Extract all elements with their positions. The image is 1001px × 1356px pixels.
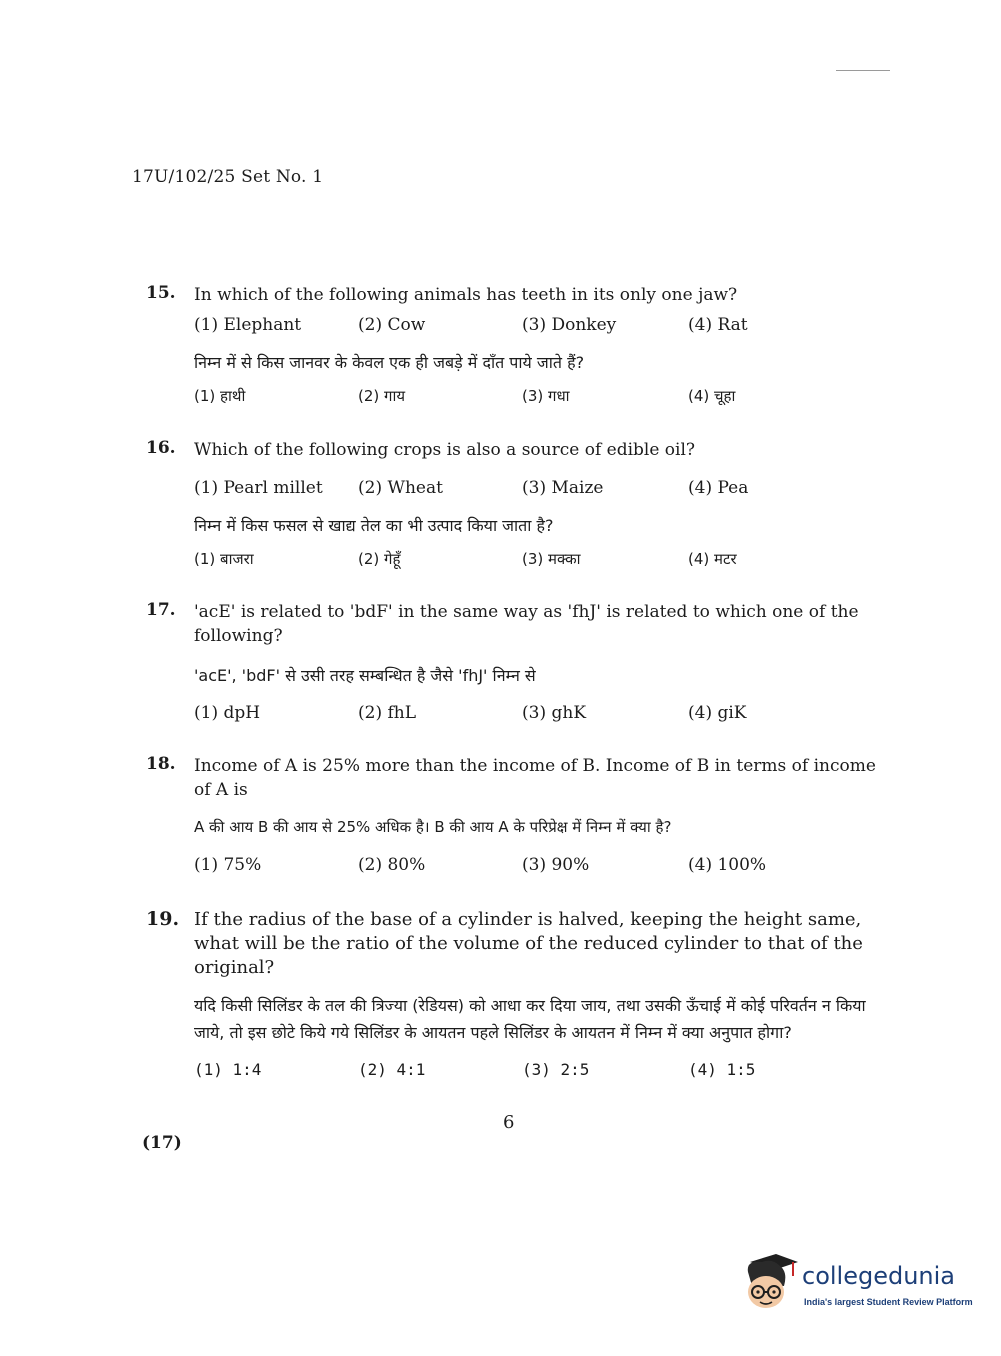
question-17 bbox=[146, 600, 876, 731]
option-4: (4) 100% bbox=[688, 855, 767, 875]
options-hi bbox=[194, 386, 876, 414]
options-en bbox=[194, 1060, 876, 1088]
top-rule bbox=[836, 70, 890, 71]
option-2-hi: (2) गाय bbox=[358, 387, 406, 405]
option-1-hi: (1) बाजरा bbox=[194, 550, 254, 568]
option-3: (3) Maize bbox=[522, 478, 604, 498]
question-number: 18. bbox=[146, 754, 176, 774]
question-text-hi: 'acE', 'bdF' से उसी तरह सम्बन्धित है जैसे 'fhJ' निम्न से bbox=[194, 666, 536, 685]
option-2-hi: (2) गेहूँ bbox=[358, 550, 401, 568]
option-3-hi: (3) गधा bbox=[522, 387, 570, 405]
option-2: (2) 80% bbox=[358, 855, 426, 875]
option-2: (2) fhL bbox=[358, 703, 417, 723]
option-4-hi: (4) चूहा bbox=[688, 387, 736, 405]
question-text-hi: निम्न में किस फसल से खाद्य तेल का भी उत्पाद किया जाता है? bbox=[194, 516, 554, 535]
options-en bbox=[194, 703, 876, 731]
collegedunia-logo bbox=[742, 1250, 972, 1320]
collegedunia-mascot-icon bbox=[742, 1252, 800, 1312]
option-3: (3) 2:5 bbox=[522, 1060, 590, 1079]
option-3: (3) 90% bbox=[522, 855, 590, 875]
option-3: (3) ghK bbox=[522, 703, 587, 723]
question-number: 15. bbox=[146, 283, 176, 303]
question-text-hi: निम्न में से किस जानवर के केवल एक ही जबड़े में दाँत पाये जाते हैं? bbox=[194, 353, 585, 372]
question-19 bbox=[146, 908, 876, 1088]
question-text-en: Income of A is 25% more than the income of B. Income of B in terms of income of A is bbox=[194, 756, 876, 800]
options-en bbox=[194, 855, 876, 883]
page-number: 6 bbox=[503, 1112, 515, 1133]
option-1: (1) 1:4 bbox=[194, 1060, 262, 1079]
option-1: (1) 75% bbox=[194, 855, 262, 875]
footer-code: (17) bbox=[142, 1133, 182, 1153]
question-text-en: If the radius of the base of a cylinder is halved, keeping the height same, what will be the ratio of the volume of the reduced cylinder to that of the original? bbox=[194, 909, 863, 978]
option-4: (4) 1:5 bbox=[688, 1060, 756, 1079]
option-4: (4) Rat bbox=[688, 315, 748, 335]
option-4: (4) Pea bbox=[688, 478, 749, 498]
option-2: (2) Cow bbox=[358, 315, 426, 335]
options-en bbox=[194, 478, 876, 506]
option-1: (1) dpH bbox=[194, 703, 261, 723]
option-3: (3) Donkey bbox=[522, 315, 617, 335]
option-1: (1) Elephant bbox=[194, 315, 302, 335]
question-text-en: In which of the following animals has teeth in its only one jaw? bbox=[194, 285, 738, 305]
options-hi bbox=[194, 549, 876, 577]
question-text-hi: A की आय B की आय से 25% अधिक है। B की आय A के परिप्रेक्ष में निम्न में क्या है? bbox=[194, 818, 672, 836]
paper-header: 17U/102/25 Set No. 1 bbox=[132, 167, 324, 187]
option-4: (4) giK bbox=[688, 703, 747, 723]
option-2: (2) Wheat bbox=[358, 478, 443, 498]
question-text-hi: यदि किसी सिलिंडर के तल की त्रिज्या (रेडियस) को आधा कर दिया जाय, तथा उसकी ऊँचाई में कोई परिवर्तन न किया जाये, तो इस छोटे किये गये सिलिंडर के आयतन पहले सिलिंडर के आयतन में निम्न में क्या अनुपात होगा? bbox=[194, 996, 866, 1042]
option-1: (1) Pearl millet bbox=[194, 478, 323, 498]
option-2: (2) 4:1 bbox=[358, 1060, 426, 1079]
option-3-hi: (3) मक्का bbox=[522, 550, 581, 568]
question-text-en: 'acE' is related to 'bdF' in the same way as 'fhJ' is related to which one of the following? bbox=[194, 602, 859, 646]
question-15 bbox=[146, 283, 876, 414]
option-4-hi: (4) मटर bbox=[688, 550, 737, 568]
question-number: 16. bbox=[146, 438, 176, 458]
question-number: 17. bbox=[146, 600, 176, 620]
question-text-en: Which of the following crops is also a source of edible oil? bbox=[194, 440, 696, 460]
question-18 bbox=[146, 754, 876, 883]
question-number: 19. bbox=[146, 908, 180, 930]
brand-name: collegedunia bbox=[802, 1262, 956, 1290]
brand-tagline: India's largest Student Review Platform bbox=[804, 1297, 973, 1307]
options-en bbox=[194, 315, 876, 343]
option-1-hi: (1) हाथी bbox=[194, 387, 246, 405]
question-16 bbox=[146, 438, 876, 577]
